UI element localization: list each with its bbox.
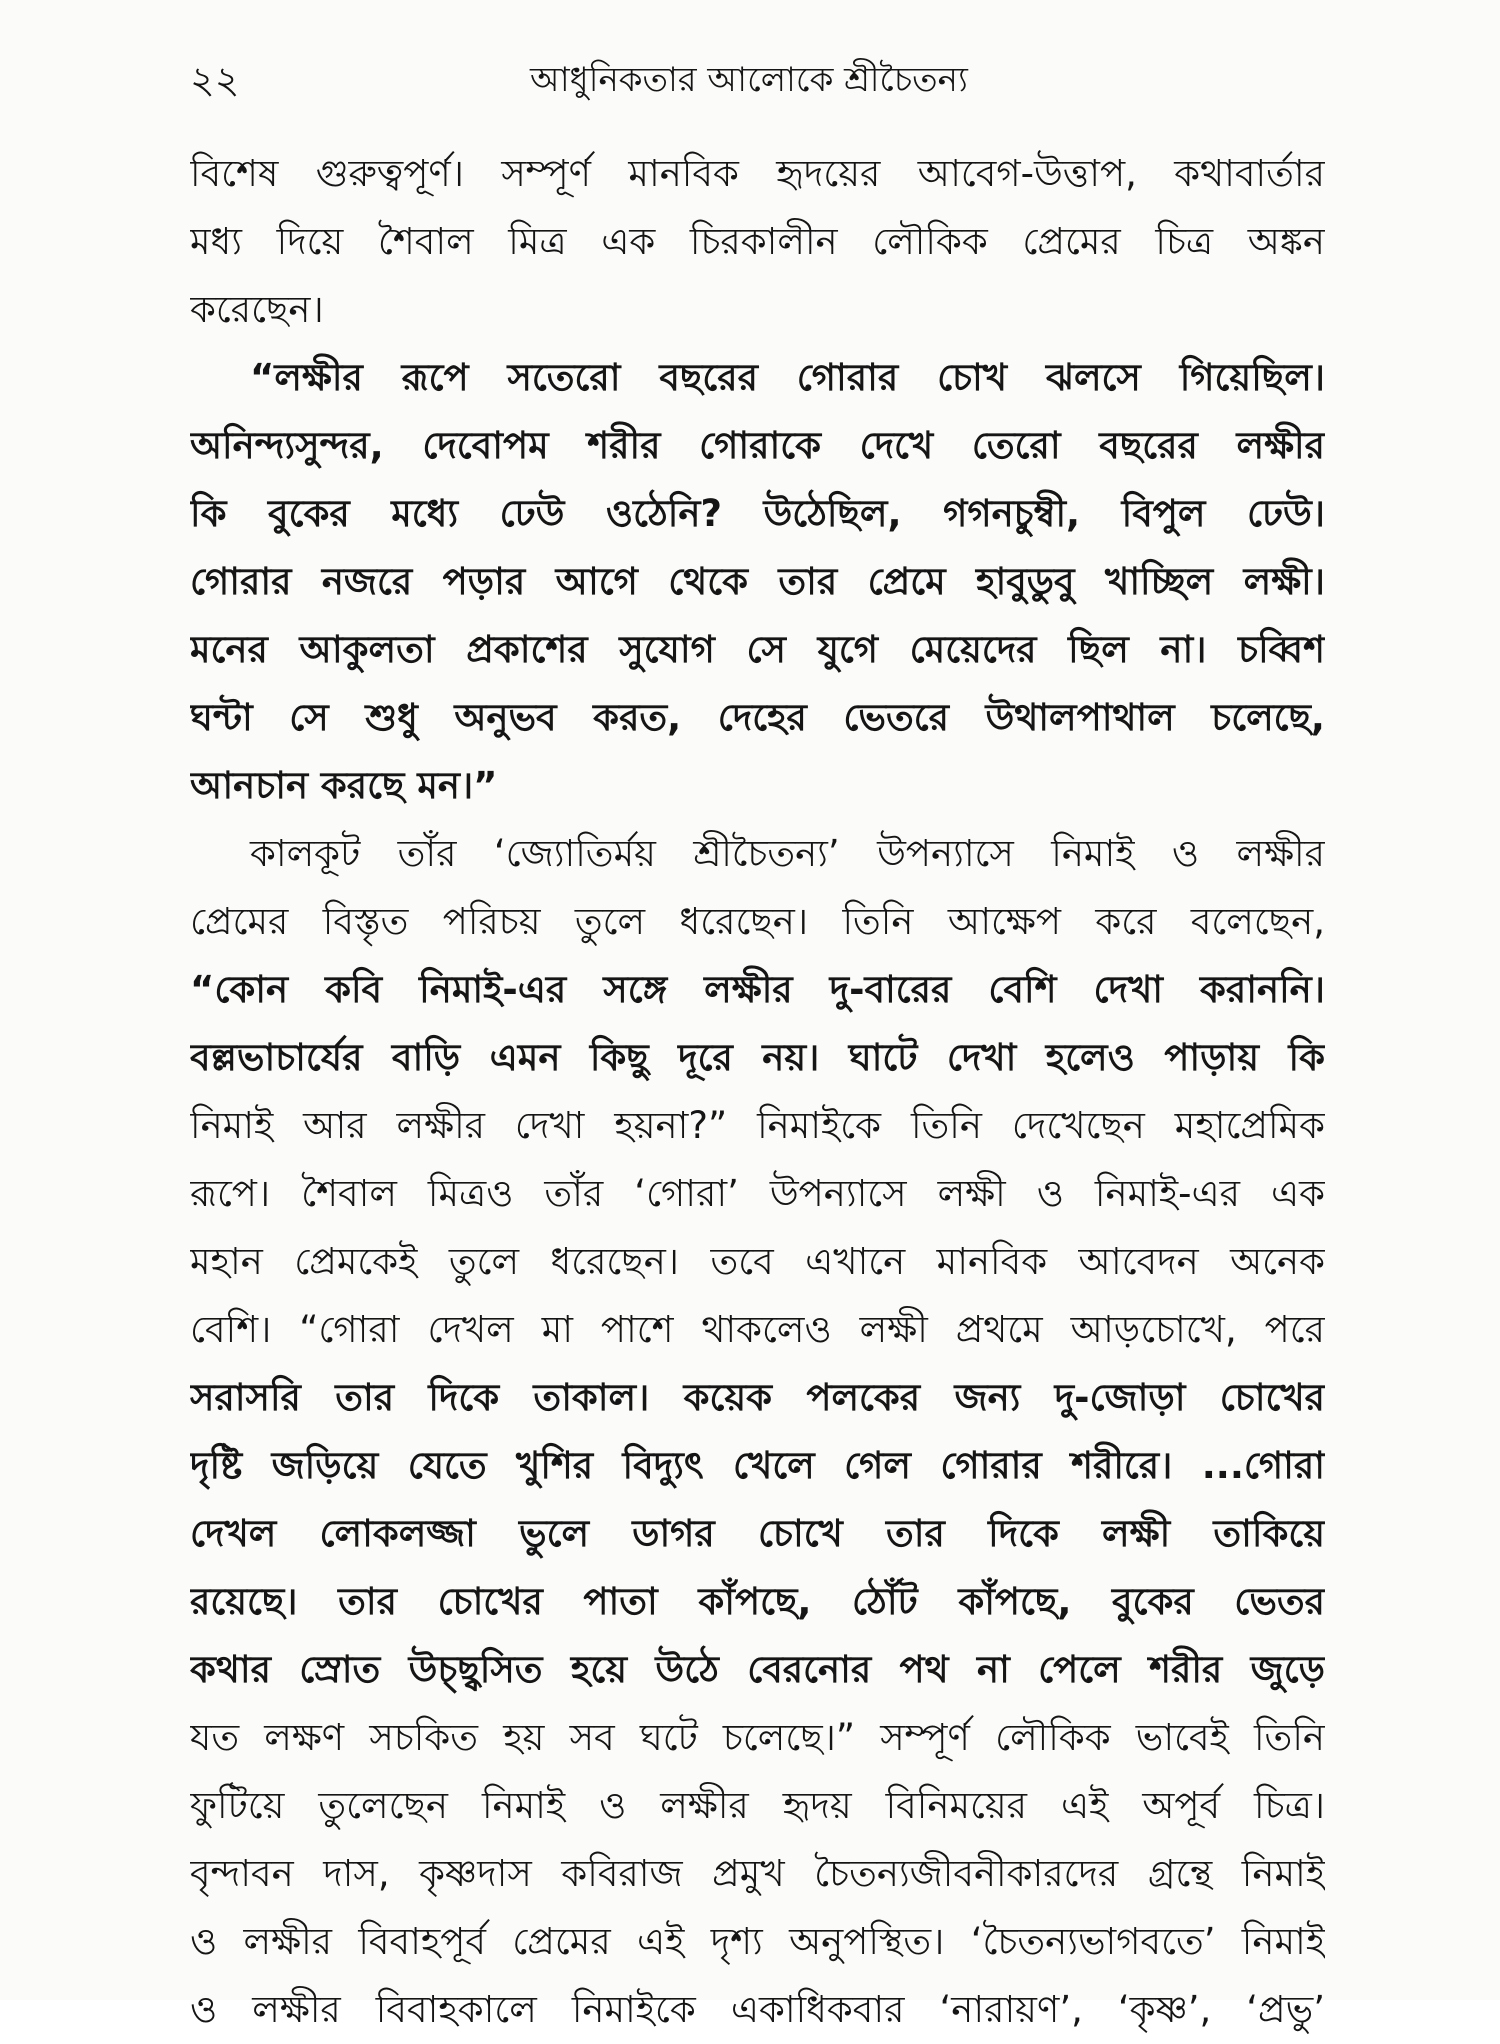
quote-line: আনচান করছে মন।” <box>190 764 498 807</box>
paragraph-2 <box>190 820 1325 2044</box>
quote-line: বল্লভাচার্যের বাড়ি এমন কিছু দূরে নয়। ঘাটে দেখা হলেও পাড়ায় কি <box>190 1036 1325 1079</box>
quote-line: দেখল লোকলজ্জা ভুলে ডাগর চোখে তার দিকে লক্ষী তাকিয়ে <box>190 1512 1325 1555</box>
text-line: কালকূট তাঁর ‘জ্যোতির্ময় শ্রীচৈতন্য’ উপন্যাসে নিমাই ও লক্ষীর <box>250 832 1325 875</box>
quote-block-1 <box>190 344 1325 820</box>
quote-line: সরাসরি তার দিকে তাকাল। কয়েক পলকের জন্য দু-জোড়া চোখের <box>190 1376 1325 1419</box>
page-header <box>190 52 1320 112</box>
quote-line: অনিন্দ্যসুন্দর, দেবোপম শরীর গোরাকে দেখে তেরো বছরের লক্ষীর <box>190 424 1325 467</box>
quote-line: “লক্ষীর রূপে সতেরো বছরের গোরার চোখ ঝলসে গিয়েছিল। <box>250 356 1325 399</box>
quote-line: রয়েছে। তার চোখের পাতা কাঁপছে, ঠোঁট কাঁপছে, বুকের ভেতর <box>190 1580 1325 1623</box>
page-number: ২২ <box>190 58 240 102</box>
quote-line: গোরার নজরে পড়ার আগে থেকে তার প্রেমে হাবুডুবু খাচ্ছিল লক্ষী। <box>190 560 1325 603</box>
text-line: বিশেষ গুরুত্বপূর্ণ। সম্পূর্ণ মানবিক হৃদয়ের আবেগ-উত্তাপ, কথাবার্তার <box>190 152 1325 195</box>
text-line: প্রেমের বিস্তৃত পরিচয় তুলে ধরেছেন। তিনি আক্ষেপ করে বলেছেন, <box>190 900 1325 943</box>
running-title: আধুনিকতার আলোকে শ্রীচৈতন্য <box>530 60 968 100</box>
text-line: বৃন্দাবন দাস, কৃষ্ণদাস কবিরাজ প্রমুখ চৈতন্যজীবনীকারদের গ্রন্থে নিমাই <box>190 1852 1325 1895</box>
quote-line: কি বুকের মধ্যে ঢেউ ওঠেনি? উঠেছিল, গগনচুম্বী, বিপুল ঢেউ। <box>190 492 1325 535</box>
text-line: ফুটিয়ে তুলেছেন নিমাই ও লক্ষীর হৃদয় বিনিময়ের এই অপূর্ব চিত্র। <box>190 1784 1325 1827</box>
quote-line: মনের আকুলতা প্রকাশের সুযোগ সে যুগে মেয়েদের ছিল না। চব্বিশ <box>190 628 1325 671</box>
text-line: রূপে। শৈবাল মিত্রও তাঁর ‘গোরা’ উপন্যাসে লক্ষী ও নিমাই-এর এক <box>190 1172 1325 1215</box>
text-line: ও লক্ষীর বিবাহকালে নিমাইকে একাধিকবার ‘নারায়ণ’, ‘কৃষ্ণ’, ‘প্রভু’ <box>190 1988 1325 2031</box>
body-text <box>190 140 1325 2044</box>
quote-line: দৃষ্টি জড়িয়ে যেতে খুশির বিদ্যুৎ খেলে গেল গোরার শরীরে। ...গোরা <box>190 1444 1325 1487</box>
text-line: মধ্য দিয়ে শৈবাল মিত্র এক চিরকালীন লৌকিক প্রেমের চিত্র অঙ্কন <box>190 220 1325 263</box>
text-line: করেছেন। <box>190 288 324 331</box>
text-line: বেশি। “গোরা দেখল মা পাশে থাকলেও লক্ষী প্রথমে আড়চোখে, পরে <box>190 1308 1325 1351</box>
quote-line: “কোন কবি নিমাই-এর সঙ্গে লক্ষীর দু-বারের বেশি দেখা করাননি। <box>190 968 1325 1011</box>
quote-line: ঘন্টা সে শুধু অনুভব করত, দেহের ভেতরে উথালপাথাল চলেছে, <box>190 696 1325 739</box>
text-line: মহান প্রেমকেই তুলে ধরেছেন। তবে এখানে মানবিক আবেদন অনেক <box>190 1240 1325 1283</box>
text-line: যত লক্ষণ সচকিত হয় সব ঘটে চলেছে।” সম্পূর্ণ লৌকিক ভাবেই তিনি <box>190 1716 1325 1759</box>
text-line: ও লক্ষীর বিবাহপূর্ব প্রেমের এই দৃশ্য অনুপস্থিত। ‘চৈতন্যভাগবতে’ নিমাই <box>190 1920 1325 1963</box>
text-line: নিমাই আর লক্ষীর দেখা হয়না?” নিমাইকে তিনি দেখেছেন মহাপ্রেমিক <box>190 1104 1325 1147</box>
quote-line: কথার স্রোত উচ্ছ্বসিত হয়ে উঠে বেরনোর পথ না পেলে শরীর জুড়ে <box>190 1648 1325 1691</box>
paragraph-1 <box>190 140 1325 344</box>
